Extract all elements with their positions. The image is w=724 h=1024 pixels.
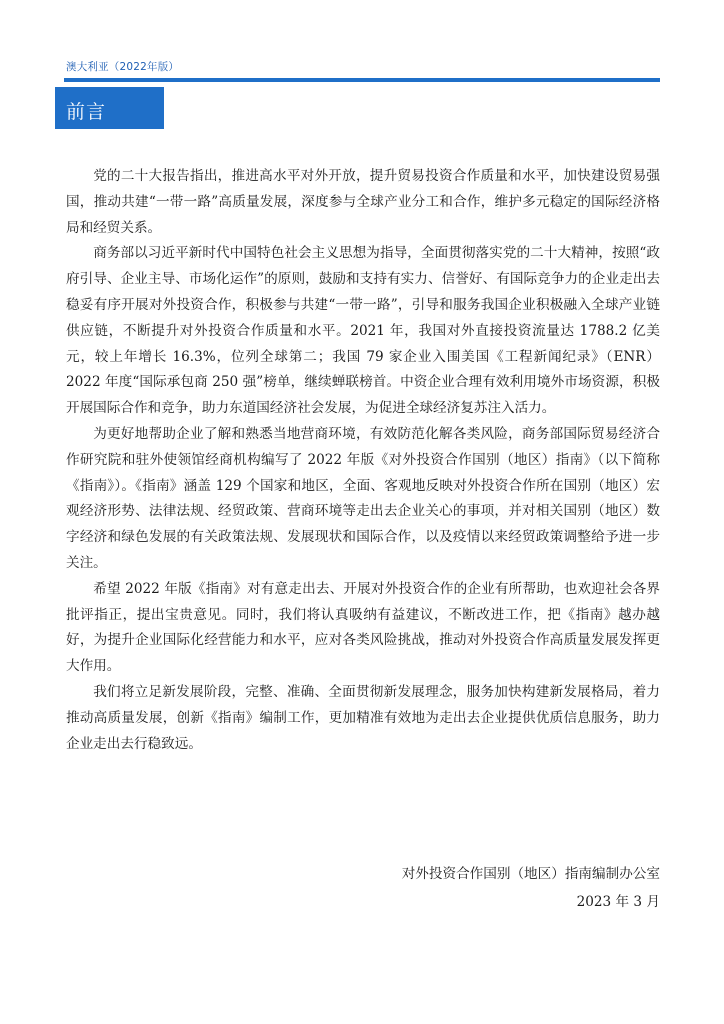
paragraph: 党的二十大报告指出，推进高水平对外开放，提升贸易投资合作质量和水平，加快建设贸易强国，推动共建“一带一路”高质量发展，深度参与全球产业分工和合作，维护多元稳定的国际经济格局和经贸关系。 xyxy=(66,168,660,236)
paragraph: 我们将立足新发展阶段，完整、准确、全面贯彻新发展理念，服务加快构建新发展格局，着力推动高质量发展，创新《指南》编制工作，更加精准有效地为走出去企业提供优质信息服务，助力企业走出去行稳致远。 xyxy=(66,683,660,752)
running-header: 澳大利亚（2022年版） xyxy=(66,61,180,73)
signature-organization: 对外投资合作国别（地区）指南编制办公室 xyxy=(401,866,660,882)
paragraph: 为更好地帮助企业了解和熟悉当地营商环境，有效防范化解各类风险，商务部国际贸易经济合作研究院和驻外使领馆经商机构编写了 2022 年版《对外投资合作国别（地区）指南》（以下简称《指南》）。《指南》涵盖 129 个国家和地区，全面、客观地反映对外投资合作所在国别（地区）宏观经济形势、法律法规、经贸政策、营商环境等走出去企业关心的事项，并对相关国别（地区）数字经济和绿色发展的有关政策法规、发展现状和国际合作，以及疫情以来经贸政策调整给予进一步关注。 xyxy=(66,425,660,571)
section-title: 前言 xyxy=(66,101,107,123)
paragraph: 希望 2022 年版《指南》对有意走出去、开展对外投资合作的企业有所帮助，也欢迎社会各界批评指正，提出宝贵意见。同时，我们将认真吸纳有益建议，不断改进工作，把《指南》越办越好，为提升企业国际化经营能力和水平，应对各类风险挑战，推动对外投资合作高质量发展发挥更大作用。 xyxy=(66,580,660,675)
preface-body xyxy=(66,164,660,757)
signature-block xyxy=(402,860,660,916)
header-rule xyxy=(64,78,660,82)
signature-date: 2023 年 3 月 xyxy=(576,894,660,910)
paragraph: 商务部以习近平新时代中国特色社会主义思想为指导，全面贯彻落实党的二十大精神，按照“政府引导、企业主导、市场化运作”的原则，鼓励和支持有实力、信誉好、有国际竞争力的企业走出去稳妥有序开展对外投资合作，积极参与共建“一带一路”，引导和服务我国企业积极融入全球产业链供应链，不断提升对外投资合作质量和水平。2021 年，我国对外直接投资流量达 1788.2 亿美元，较上年增长 16.3%，位列全球第二；我国 79 家企业入围美国《工程新闻纪录》（ENR）2022 年度“国际承包商 250 强”榜单，继续蝉联榜首。中资企业合理有效利用境外市场资源，积极开展国际合作和竞争，助力东道国经济社会发展，为促进全球经济复苏注入活力。 xyxy=(66,245,660,417)
